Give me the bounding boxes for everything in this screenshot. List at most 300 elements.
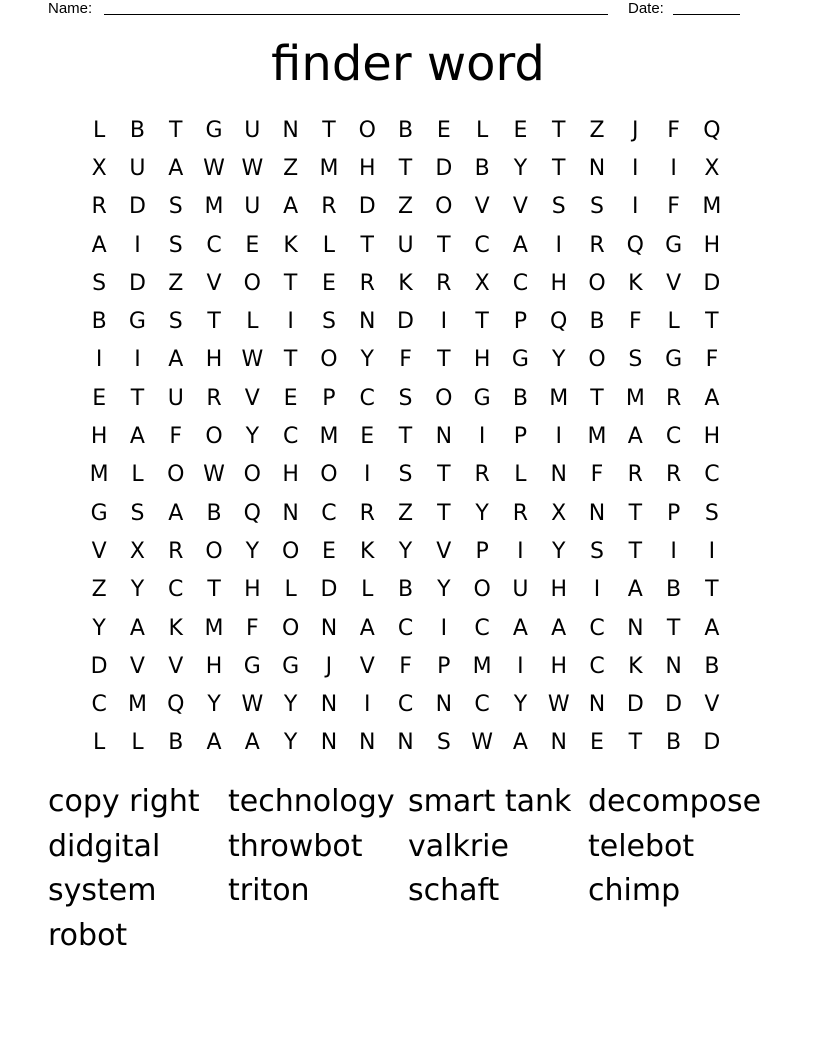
grid-letter: P [475,538,489,564]
grid-letter: V [512,194,528,220]
grid-letter: Z [589,117,605,143]
grid-letter: Y [551,538,566,564]
grid-letter: V [436,538,452,564]
grid-letter: L [514,462,527,488]
grid-letter: H [550,270,567,296]
grid-letter: T [398,155,413,181]
grid-letter: F [667,194,680,220]
grid-letter: R [436,270,452,296]
grid-letter: H [244,577,261,603]
grid-letter: A [129,424,145,450]
grid-letter: T [360,232,374,258]
grid-letter: M [702,194,722,220]
grid-letter: T [628,538,643,564]
grid-letter: A [168,500,184,526]
page-title: finder word [271,36,545,92]
grid-letter: D [128,194,146,220]
grid-letter: N [588,500,606,526]
grid-letter: D [703,730,721,756]
grid-letter: V [359,653,375,679]
grid-letter: G [205,117,223,143]
grid-letter: Z [91,577,107,603]
grid-letter: K [398,270,413,296]
grid-letter: H [358,155,376,181]
grid-letter: F [590,462,604,488]
grid-letter: H [550,577,567,603]
grid-letter: E [436,117,451,143]
grid-letter: S [590,194,604,220]
grid-letter: N [358,730,376,756]
grid-letter: I [632,155,639,181]
grid-letter: H [282,462,299,488]
grid-letter: T [398,424,413,450]
grid-letter: G [243,653,261,679]
grid-letter: Q [167,692,185,718]
grid-letter: I [134,347,141,373]
grid-letter: F [399,653,412,679]
grid-letter: X [704,155,720,181]
grid-letter: W [241,347,264,373]
grid-letter: Z [168,270,184,296]
grid-letter: J [325,653,333,679]
grid-letter: S [551,194,566,220]
grid-letter: V [704,692,720,718]
grid-letter: D [703,270,721,296]
grid-letter: G [90,500,108,526]
grid-letter: O [205,538,223,564]
grid-letter: V [244,385,260,411]
grid-letter: N [282,117,299,143]
grid-letter: Y [513,155,528,181]
grid-letter: E [360,424,375,450]
grid-letter: I [478,424,486,450]
grid-letter: T [475,309,489,335]
grid-letter: C [704,462,720,488]
grid-letter: I [134,232,141,258]
grid-letter: C [589,653,605,679]
grid-letter: Z [283,155,299,181]
grid-letter: A [627,424,643,450]
grid-letter: X [474,270,490,296]
grid-letter: M [625,385,645,411]
grid-letter: U [244,194,261,220]
word-list-item: chimp [588,873,681,908]
grid-letter: T [551,155,566,181]
grid-letter: F [628,309,642,335]
grid-letter: L [667,309,680,335]
grid-letter: U [512,577,529,603]
word-list-item: triton [228,873,310,908]
grid-letter: Y [92,615,106,641]
grid-letter: O [358,117,376,143]
grid-letter: T [207,577,221,603]
grid-letter: G [665,232,683,258]
word-list-item: didgital [48,828,161,864]
grid-letter: I [555,424,562,450]
grid-letter: L [246,309,259,335]
grid-letter: T [666,615,681,641]
grid-letter: I [517,653,524,679]
grid-letter: P [513,424,528,450]
grid-letter: X [129,538,145,564]
grid-letter: L [131,462,144,488]
grid-letter: Q [550,309,568,335]
grid-letter: B [91,309,107,335]
grid-letter: Y [245,538,260,564]
grid-letter: T [705,309,719,335]
grid-letter: O [243,270,261,296]
grid-letter: I [670,538,677,564]
grid-letter: A [704,385,720,411]
grid-letter: E [513,117,528,143]
grid-letter: T [437,347,451,373]
grid-letter: F [246,615,259,641]
grid-letter: D [320,577,338,603]
grid-letter: L [322,232,336,258]
grid-letter: B [589,309,605,335]
grid-letter: I [363,692,371,718]
grid-letter: N [397,730,414,756]
grid-letter: T [551,117,566,143]
grid-letter: O [281,538,300,564]
grid-letter: C [359,385,375,411]
grid-letter: I [440,309,448,335]
grid-letter: K [628,653,643,679]
grid-letter: P [322,385,336,411]
grid-letter: C [91,692,107,718]
grid-letter: R [474,462,490,488]
grid-letter: V [168,653,184,679]
grid-letter: O [243,462,261,488]
grid-letter: D [626,692,644,718]
grid-letter: V [474,194,490,220]
grid-letter: Y [283,692,298,718]
grid-letter: S [130,500,145,526]
grid-letter: A [512,232,528,258]
grid-letter: D [90,653,108,679]
grid-letter: E [245,232,260,258]
grid-letter: B [397,117,414,143]
grid-letter: T [283,270,298,296]
grid-letter: C [321,500,337,526]
grid-letter: R [665,385,682,411]
grid-letter: E [590,730,604,756]
word-list-item: valkrie [408,828,509,864]
grid-letter: Q [703,117,721,143]
grid-letter: W [241,155,264,181]
grid-letter: A [206,730,222,756]
grid-letter: D [128,270,146,296]
grid-letter: A [627,577,643,603]
grid-letter: V [91,538,107,564]
grid-letter: C [589,615,605,641]
grid-letter: B [168,730,184,756]
word-list [48,780,768,958]
grid-letter: V [206,270,222,296]
grid-letter: S [436,730,451,756]
grid-letter: T [705,577,719,603]
grid-letter: I [708,538,716,564]
grid-letter: O [588,270,606,296]
grid-letter: W [203,155,225,181]
grid-letter: D [397,309,414,335]
grid-letter: Y [398,538,413,564]
grid-letter: X [551,500,567,526]
word-search-grid [80,111,731,762]
grid-letter: H [205,347,223,373]
grid-letter: K [628,270,643,296]
grid-letter: R [168,538,184,564]
grid-letter: C [397,615,414,641]
grid-letter: N [627,615,644,641]
grid-letter: M [204,615,224,641]
grid-letter: T [207,309,221,335]
word-list-item: system [48,873,157,908]
grid-letter: L [93,730,106,756]
grid-letter: R [359,270,375,296]
grid-letter: B [397,577,414,603]
grid-letter: H [90,424,108,450]
grid-letter: A [91,232,107,258]
grid-letter: T [437,462,451,488]
grid-letter: S [168,232,183,258]
grid-letter: O [205,424,223,450]
grid-letter: B [474,155,490,181]
grid-letter: N [588,155,606,181]
grid-letter: U [244,117,261,143]
grid-letter: C [282,424,299,450]
grid-letter: D [665,692,683,718]
grid-letter: G [665,347,683,373]
grid-letter: A [129,615,145,641]
grid-letter: Q [626,232,644,258]
grid-letter: L [284,577,297,603]
grid-letter: T [169,117,183,143]
grid-letter: B [666,730,682,756]
grid-letter: C [665,424,682,450]
date-label: Date: [628,0,664,17]
grid-letter: Z [397,194,414,220]
grid-letter: K [360,538,375,564]
grid-letter: T [437,500,451,526]
grid-letter: N [320,615,338,641]
grid-letter: Y [437,577,451,603]
word-list-item: telebot [588,828,695,864]
grid-letter: N [320,730,338,756]
grid-letter: V [129,653,145,679]
grid-letter: S [168,309,183,335]
grid-letter: M [549,385,569,411]
word-list-item: decompose [588,784,762,819]
grid-letter: E [283,385,298,411]
grid-letter: N [435,424,453,450]
grid-letter: R [627,462,643,488]
grid-letter: O [167,462,185,488]
grid-letter: U [129,155,146,181]
grid-letter: A [704,615,720,641]
grid-letter: Y [283,730,298,756]
grid-letter: C [168,577,184,603]
grid-letter: W [241,692,264,718]
grid-letter: P [666,500,681,526]
grid-letter: N [320,692,338,718]
grid-letter: N [588,692,606,718]
name-blank-line [104,14,608,15]
grid-letter: T [130,385,145,411]
grid-letter: A [359,615,375,641]
grid-letter: Y [513,692,528,718]
grid-letter: B [129,117,145,143]
grid-letter: W [547,692,570,718]
grid-letter: T [590,385,604,411]
grid-letter: R [512,500,529,526]
date-blank-line [673,14,740,15]
grid-letter: S [628,347,643,373]
grid-letter: R [359,500,375,526]
grid-letter: O [435,385,453,411]
grid-letter: S [321,309,336,335]
grid-letter: U [397,232,414,258]
grid-letter: B [206,500,222,526]
grid-letter: W [471,730,493,756]
grid-letter: Y [551,347,566,373]
grid-letter: M [127,692,147,718]
grid-letter: U [167,385,184,411]
grid-letter: O [588,347,606,373]
grid-letter: B [704,653,720,679]
grid-letter: L [361,577,374,603]
grid-letter: S [92,270,107,296]
grid-letter: E [92,385,107,411]
grid-letter: S [398,462,413,488]
grid-letter: N [665,653,682,679]
grid-letter: M [319,424,339,450]
grid-letter: G [473,385,491,411]
grid-letter: Q [243,500,261,526]
grid-letter: O [473,577,491,603]
grid-letter: H [550,653,567,679]
grid-letter: Y [130,577,145,603]
grid-letter: R [589,232,605,258]
grid-letter: C [474,615,490,641]
grid-letter: H [703,232,721,258]
grid-letter: I [555,232,562,258]
grid-letter: N [435,692,453,718]
grid-letter: E [321,538,336,564]
grid-letter: B [512,385,528,411]
grid-letter: I [593,577,601,603]
grid-letter: V [666,270,682,296]
grid-letter: H [205,653,223,679]
grid-letter: H [473,347,491,373]
grid-letter: H [703,424,721,450]
grid-letter: M [319,155,339,181]
word-list-item: technology [228,784,395,819]
grid-letter: Y [475,500,489,526]
grid-letter: K [168,615,183,641]
grid-letter: A [551,615,567,641]
grid-letter: M [89,462,109,488]
grid-letter: F [169,424,183,450]
grid-letter: G [128,309,146,335]
grid-letter: L [131,730,144,756]
grid-letter: L [475,117,489,143]
grid-letter: S [168,194,183,220]
name-label: Name: [48,0,93,17]
grid-letter: B [666,577,682,603]
grid-letter: C [474,232,490,258]
grid-letter: N [358,309,376,335]
grid-letter: A [244,730,260,756]
grid-letter: S [590,538,604,564]
grid-letter: I [95,347,103,373]
grid-letter: I [632,194,639,220]
grid-letter: C [474,692,490,718]
grid-letter: F [705,347,719,373]
grid-letter: D [358,194,376,220]
grid-letter: O [320,347,338,373]
grid-letter: T [628,500,643,526]
grid-letter: C [512,270,529,296]
grid-letter: P [513,309,528,335]
grid-letter: C [206,232,222,258]
grid-letter: N [550,730,567,756]
grid-letter: S [704,500,719,526]
grid-letter: R [665,462,682,488]
grid-letter: Y [245,424,260,450]
word-list-item: copy right [48,784,200,819]
word-list-item: robot [48,917,128,953]
grid-letter: T [437,232,451,258]
grid-letter: D [435,155,453,181]
grid-letter: I [440,615,448,641]
grid-letter: K [283,232,298,258]
grid-letter: M [472,653,492,679]
grid-letter: F [399,347,412,373]
grid-letter: T [628,730,643,756]
grid-letter: A [512,615,528,641]
word-list-item: smart tank [408,784,572,819]
word-list-item: schaft [408,873,500,908]
grid-letter: O [320,462,338,488]
grid-letter: R [321,194,337,220]
grid-letter: A [168,347,184,373]
grid-letter: W [203,462,225,488]
grid-letter: O [435,194,453,220]
grid-letter: P [437,653,451,679]
grid-letter: L [93,117,106,143]
grid-letter: M [587,424,607,450]
grid-letter: A [283,194,299,220]
grid-letter: I [670,155,677,181]
word-list-item: throwbot [228,828,363,864]
grid-letter: I [363,462,371,488]
grid-letter: M [204,194,224,220]
grid-letter: R [91,194,107,220]
grid-letter: A [168,155,184,181]
grid-letter: Z [397,500,414,526]
grid-letter: I [517,538,524,564]
grid-letter: O [281,615,300,641]
grid-letter: N [282,500,299,526]
grid-letter: I [287,309,294,335]
grid-letter: T [322,117,336,143]
grid-letter: X [91,155,107,181]
grid-letter: N [550,462,567,488]
grid-letter: G [282,653,300,679]
grid-letter: E [321,270,336,296]
worksheet-header [48,0,748,20]
